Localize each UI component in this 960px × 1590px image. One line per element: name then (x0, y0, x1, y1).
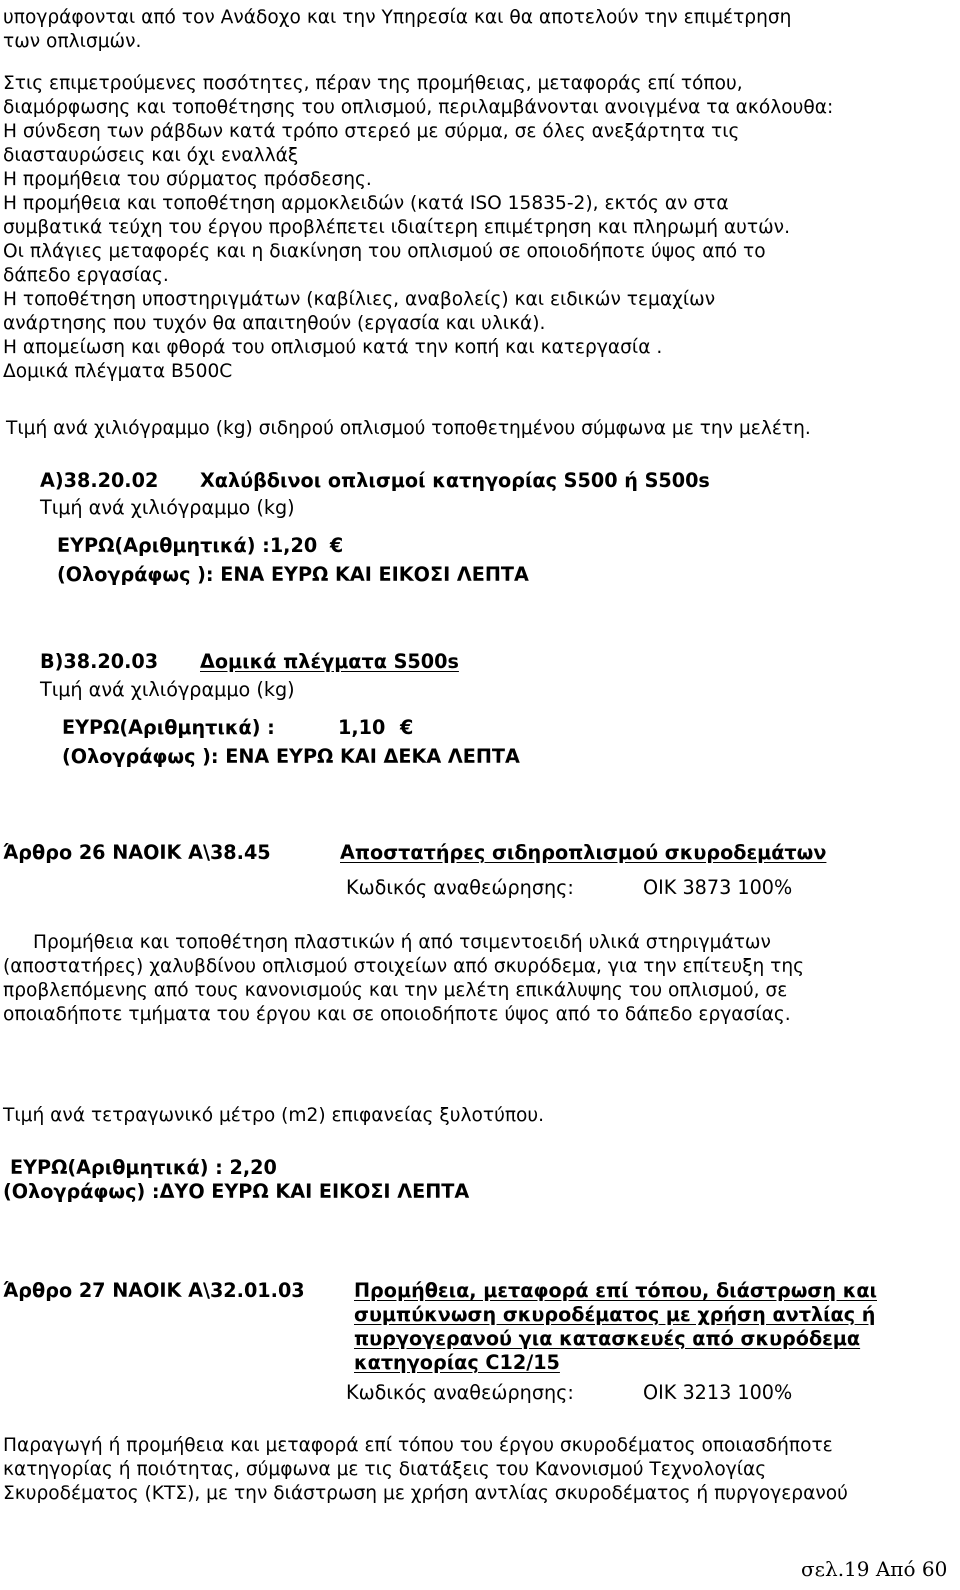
article-27-heading: Άρθρο 27 ΝΑΟΙΚ Α\32.01.03 (3, 1279, 305, 1302)
text-line: δάπεδο εργασίας. (3, 265, 169, 286)
article-26-unit: Τιμή ανά τετραγωνικό μέτρο (m2) επιφανείας ξυλοτύπου. (3, 1105, 545, 1126)
article-27-title-line: πυργογερανού για κατασκευές από σκυρόδεμα (354, 1327, 861, 1350)
item-b-code: Β)38.20.03 (40, 650, 159, 673)
price-basis: Τιμή ανά χιλιόγραμμο (kg) σιδηρού οπλισμού τοποθετημένου σύμφωνα με την μελέτη. (6, 418, 811, 439)
text-line: κατηγορίας ή ποιότητας, σύμφωνα με τις διατάξεις του Κανονισμού Τεχνολογίας (3, 1459, 767, 1480)
text-line: διαμόρφωσης και τοποθέτησης του οπλισμού, περιλαμβάνονται ανοιγμένα τα ακόλουθα: (3, 97, 834, 118)
item-a-title: Χαλύβδινοι οπλισμοί κατηγορίας S500 ή S500s (200, 469, 710, 492)
text-line: Παραγωγή ή προμήθεια και μεταφορά επί τόπου του έργου σκυροδέματος οποιασδήποτε (3, 1435, 833, 1456)
item-a-numeric-value: ΕΥΡΩ(Αριθμητικά) :1,20 (57, 534, 318, 557)
text-line: Η προμήθεια του σύρματος πρόσδεσης. (3, 169, 372, 190)
item-b-numeric-value: 1,10 (338, 716, 386, 739)
article-26-numeric: ΕΥΡΩ(Αριθμητικά) : 2,20 (10, 1156, 277, 1179)
text-line: Η προμήθεια και τοποθέτηση αρμοκλειδών (κατά ISO 15835-2), εκτός αν στα (3, 193, 729, 214)
text-line: Η τοποθέτηση υποστηριγμάτων (καβίλιες, αναβολείς) και ειδικών τεμαχίων (3, 289, 716, 310)
article-27-title-line: Προμήθεια, μεταφορά επί τόπου, διάστρωση και (354, 1279, 877, 1302)
page-number: σελ.19 Από 60 (801, 1557, 948, 1581)
text-line: (αποστατήρες) χαλυβδίνου οπλισμού στοιχείων από σκυρόδεμα, για την επίτευξη της (3, 956, 805, 977)
text-line: Οι πλάγιες μεταφορές και η διακίνηση του οπλισμού σε οποιοδήποτε ύψος από το (3, 241, 766, 262)
article-26-title: Αποστατήρες σιδηροπλισμού σκυροδεμάτων (340, 841, 827, 864)
article-27-revision-code: ΟΙΚ 3213 100% (643, 1381, 793, 1404)
article-26-revision-label: Κωδικός αναθεώρησης: (346, 876, 574, 899)
item-b-words: (Ολογράφως ): ΕΝΑ ΕΥΡΩ ΚΑΙ ΔΕΚΑ ΛΕΠΤΑ (62, 745, 520, 768)
item-a-words: (Ολογράφως ): ΕΝΑ ΕΥΡΩ ΚΑΙ ΕΙΚΟΣΙ ΛΕΠΤΑ (57, 563, 529, 586)
item-a-code: Α)38.20.02 (40, 469, 159, 492)
item-a-numeric (57, 534, 343, 557)
article-26-revision-code: ΟΙΚ 3873 100% (643, 876, 793, 899)
article-26-words: (Ολογράφως) :ΔΥΟ ΕΥΡΩ ΚΑΙ ΕΙΚΟΣΙ ΛΕΠΤΑ (3, 1180, 470, 1203)
text-line: Δομικά πλέγματα B500C (3, 361, 233, 382)
article-27-title-line: κατηγορίας C12/15 (354, 1351, 560, 1374)
text-line: Η απομείωση και φθορά του οπλισμού κατά την κοπή και κατεργασία . (3, 337, 663, 358)
text-line: Η σύνδεση των ράβδων κατά τρόπο στερεό με σύρμα, σε όλες ανεξάρτητα τις (3, 121, 740, 142)
item-b-numeric (338, 716, 413, 739)
text-line: ανάρτησης που τυχόν θα απαιτηθούν (εργασία και υλικά). (3, 313, 546, 334)
article-27-title-line: συμπύκνωση σκυροδέματος με χρήση αντλίας ή (354, 1303, 876, 1326)
euro-icon: € (400, 716, 414, 739)
text-line: οποιαδήποτε τμήματα του έργου και σε οποιοδήποτε ύψος από το δάπεδο εργασίας. (3, 1004, 791, 1025)
text-line: διασταυρώσεις και όχι εναλλάξ (3, 145, 299, 166)
text-line: συμβατικά τεύχη του έργου προβλέπετει ιδιαίτερη επιμέτρηση και πληρωμή αυτών. (3, 217, 790, 238)
text-line: Σκυροδέματος (ΚΤΣ), με την διάστρωση με χρήση αντλίας σκυροδέματος ή πυργογερανού (3, 1483, 848, 1504)
item-b-title: Δομικά πλέγματα S500s (200, 650, 459, 673)
euro-icon: € (329, 534, 344, 557)
text-line: προβλεπόμενης από τους κανονισμούς και την μελέτη επικάλυψης του οπλισμού, σε (3, 980, 788, 1001)
text-line: των οπλισμών. (3, 31, 142, 52)
text-line: Στις επιμετρούμενες ποσότητες, πέραν της προμήθειας, μεταφοράς επί τόπου, (3, 73, 743, 94)
text-line: υπογράφονται από τον Ανάδοχο και την Υπηρεσία και θα αποτελούν την επιμέτρηση (3, 7, 792, 28)
article-26-heading: Άρθρο 26 ΝΑΟΙΚ Α\38.45 (3, 841, 271, 864)
article-27-revision-label: Κωδικός αναθεώρησης: (346, 1381, 574, 1404)
item-b-unit: Τιμή ανά χιλιόγραμμο (kg) (40, 678, 295, 701)
item-a-unit: Τιμή ανά χιλιόγραμμο (kg) (40, 496, 295, 519)
item-b-numeric-label: ΕΥΡΩ(Αριθμητικά) : (62, 716, 275, 739)
text-line: Προμήθεια και τοποθέτηση πλαστικών ή από τσιμεντοειδή υλικά στηριγμάτων (33, 932, 771, 953)
